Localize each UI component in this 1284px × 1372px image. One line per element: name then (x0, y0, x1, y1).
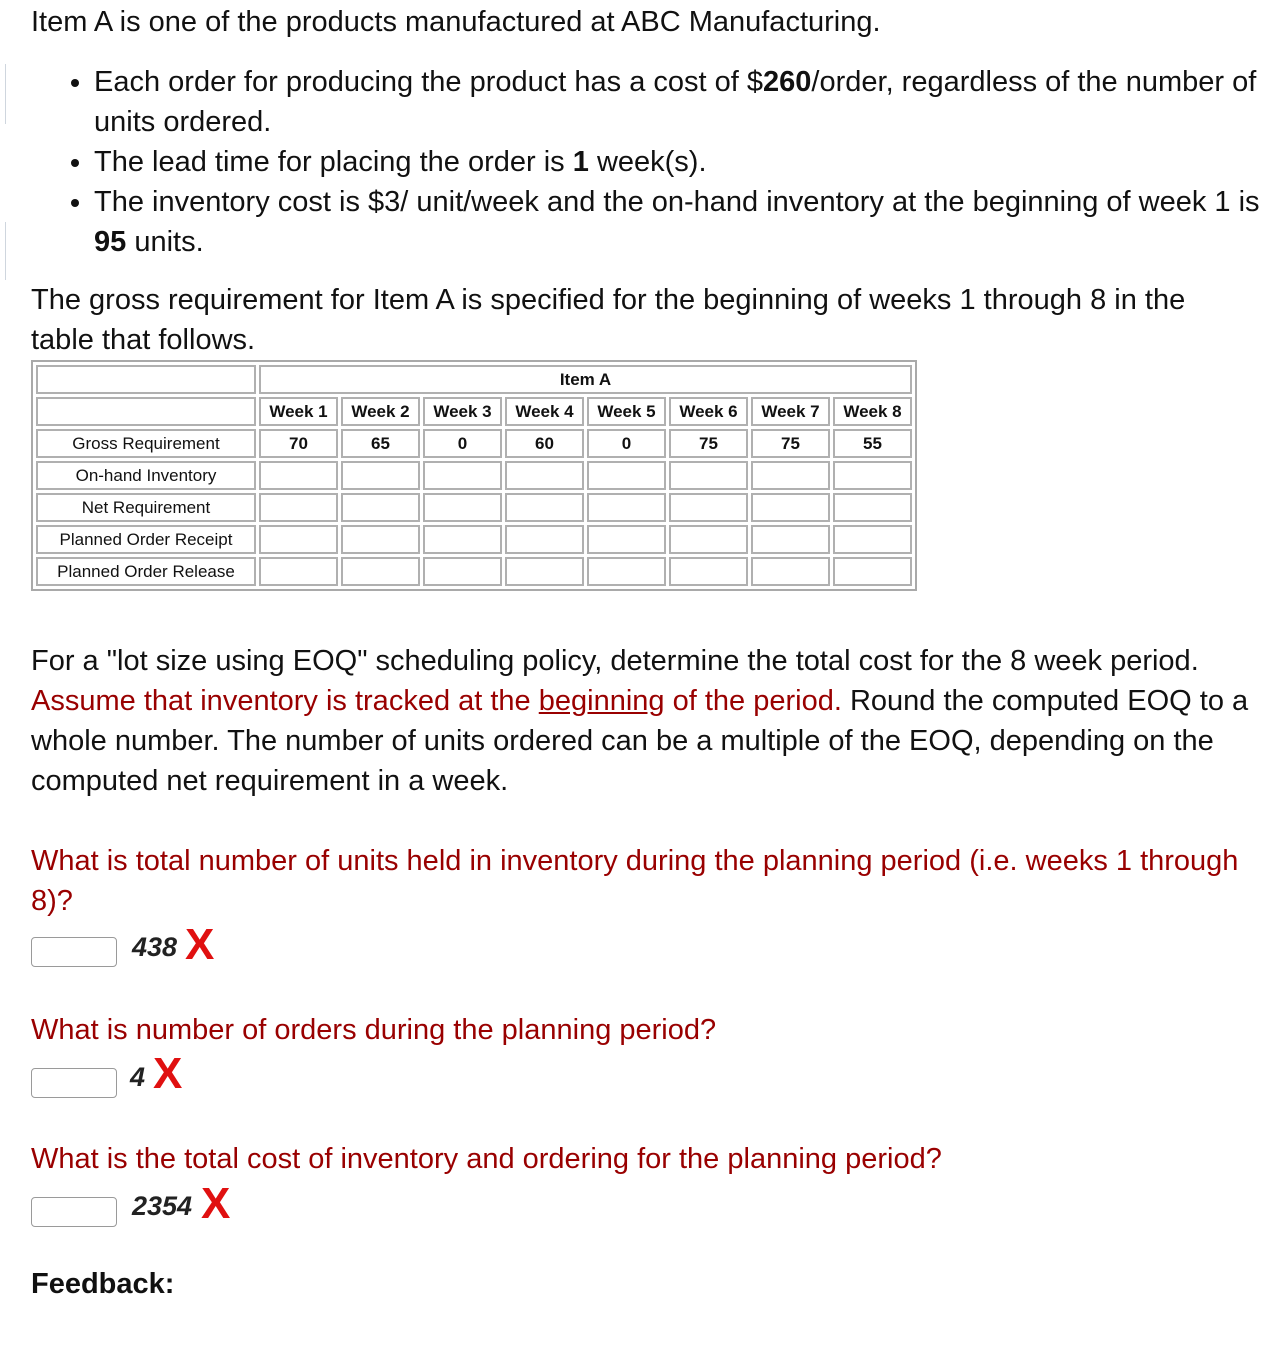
week-header: Week 5 (587, 397, 666, 426)
empty-cell (751, 493, 830, 522)
empty-cell (259, 493, 338, 522)
assumption-list (60, 62, 1284, 262)
empty-cell (751, 557, 830, 586)
empty-cell (669, 525, 748, 554)
question-order-count: What is number of orders during the planning period? (31, 1014, 717, 1046)
lead-time-text-end: week(s). (588, 146, 707, 178)
inventory-item (94, 182, 1284, 262)
question-total-cost: What is the total cost of inventory and ordering for the planning period? (31, 1143, 942, 1175)
lead-time-value: 1 (572, 146, 589, 178)
empty-cell (833, 461, 912, 490)
empty-cell (587, 461, 666, 490)
empty-cell (423, 461, 502, 490)
empty-cell (259, 461, 338, 490)
inventory-text-end: units. (126, 226, 204, 258)
empty-cell (341, 525, 420, 554)
empty-cell (833, 525, 912, 554)
week-header: Week 3 (423, 397, 502, 426)
empty-cell (751, 525, 830, 554)
table-header-row (36, 365, 912, 394)
table-row (36, 493, 912, 522)
table-row (36, 461, 912, 490)
order-cost-value: 260 (763, 66, 812, 98)
empty-cell (505, 525, 584, 554)
empty-cell (259, 557, 338, 586)
gross-requirement-value: 75 (751, 429, 830, 458)
mrp-table (31, 360, 917, 591)
empty-cell (833, 557, 912, 586)
inventory-text: The inventory cost is $3/ unit/week and the on-hand inventory at the beginning of week 1 is (94, 186, 1260, 218)
empty-cell (341, 461, 420, 490)
tracking-note-start: Assume that inventory is tracked at the (31, 685, 539, 717)
lead-time-item (94, 142, 1284, 182)
policy-text (31, 641, 1251, 801)
empty-cell (341, 557, 420, 586)
empty-cell (587, 493, 666, 522)
gross-requirement-value: 70 (259, 429, 338, 458)
total-cost-answer: 2354 (132, 1191, 193, 1221)
intro-text: Item A is one of the products manufactured at ABC Manufacturing. (31, 6, 881, 38)
tracking-note-end: of the period. (664, 685, 842, 717)
incorrect-x-icon: X (201, 1179, 231, 1228)
week-header: Week 1 (259, 397, 338, 426)
feedback-label: Feedback: (31, 1268, 175, 1300)
left-edge-segment (0, 64, 6, 124)
order-cost-text-end: /order, regardless of the number of units ordered. (94, 66, 1257, 138)
row-label: Planned Order Release (36, 557, 256, 586)
gross-requirement-value: 60 (505, 429, 584, 458)
empty-cell (587, 557, 666, 586)
gross-requirement-value: 0 (423, 429, 502, 458)
gross-requirement-value: 75 (669, 429, 748, 458)
order-count-input[interactable] (31, 1068, 117, 1098)
week-header: Week 2 (341, 397, 420, 426)
row-label: Net Requirement (36, 493, 256, 522)
empty-cell (669, 557, 748, 586)
empty-cell (423, 493, 502, 522)
empty-cell (341, 493, 420, 522)
table-row (36, 525, 912, 554)
item-header: Item A (259, 365, 912, 394)
incorrect-x-icon: X (153, 1049, 183, 1098)
gross-requirement-value: 65 (341, 429, 420, 458)
order-cost-item (94, 62, 1284, 142)
beginning-emphasis: beginning (538, 685, 665, 717)
week-header: Week 4 (505, 397, 584, 426)
gross-requirement-value: 0 (587, 429, 666, 458)
empty-cell (423, 557, 502, 586)
left-edge-bar (0, 0, 6, 1372)
empty-cell (833, 493, 912, 522)
empty-cell (505, 461, 584, 490)
table-row (36, 557, 912, 586)
question-inventory-units: What is total number of units held in inventory during the planning period (i.e. weeks 1 through 8)? (31, 845, 1239, 917)
empty-cell (505, 493, 584, 522)
week-header: Week 8 (833, 397, 912, 426)
tracking-note (31, 685, 842, 717)
empty-cell (505, 557, 584, 586)
inventory-value: 95 (94, 226, 127, 258)
empty-cell (587, 525, 666, 554)
empty-cell (669, 461, 748, 490)
policy-part1: For a "lot size using EOQ" scheduling policy, determine the total cost for the 8 week period. (31, 645, 1199, 677)
week-header: Week 6 (669, 397, 748, 426)
row-label: On-hand Inventory (36, 461, 256, 490)
gross-requirement-value: 55 (833, 429, 912, 458)
left-edge-segment (0, 222, 6, 280)
gross-requirement-intro: The gross requirement for Item A is specified for the beginning of weeks 1 through 8 in the table that follows. (31, 284, 1186, 356)
total-cost-input[interactable] (31, 1197, 117, 1227)
inventory-units-input[interactable] (31, 937, 117, 967)
order-cost-text: Each order for producing the product has a cost of $ (94, 66, 764, 98)
row-label: Planned Order Receipt (36, 525, 256, 554)
corner-cell (36, 397, 256, 426)
lead-time-text: The lead time for placing the order is (94, 146, 573, 178)
incorrect-x-icon: X (185, 920, 215, 969)
policy-part2: Round the computed EOQ to a whole number. The number of units ordered can be a multiple of the EOQ, depending on the computed net requirement in a week. (31, 685, 1249, 797)
week-header: Week 7 (751, 397, 830, 426)
inventory-units-answer: 438 (132, 932, 178, 962)
order-count-answer: 4 (130, 1062, 146, 1092)
empty-cell (259, 525, 338, 554)
table-row (36, 429, 912, 458)
row-label: Gross Requirement (36, 429, 256, 458)
weeks-row (36, 397, 912, 426)
corner-cell (36, 365, 256, 394)
empty-cell (669, 493, 748, 522)
empty-cell (751, 461, 830, 490)
empty-cell (423, 525, 502, 554)
